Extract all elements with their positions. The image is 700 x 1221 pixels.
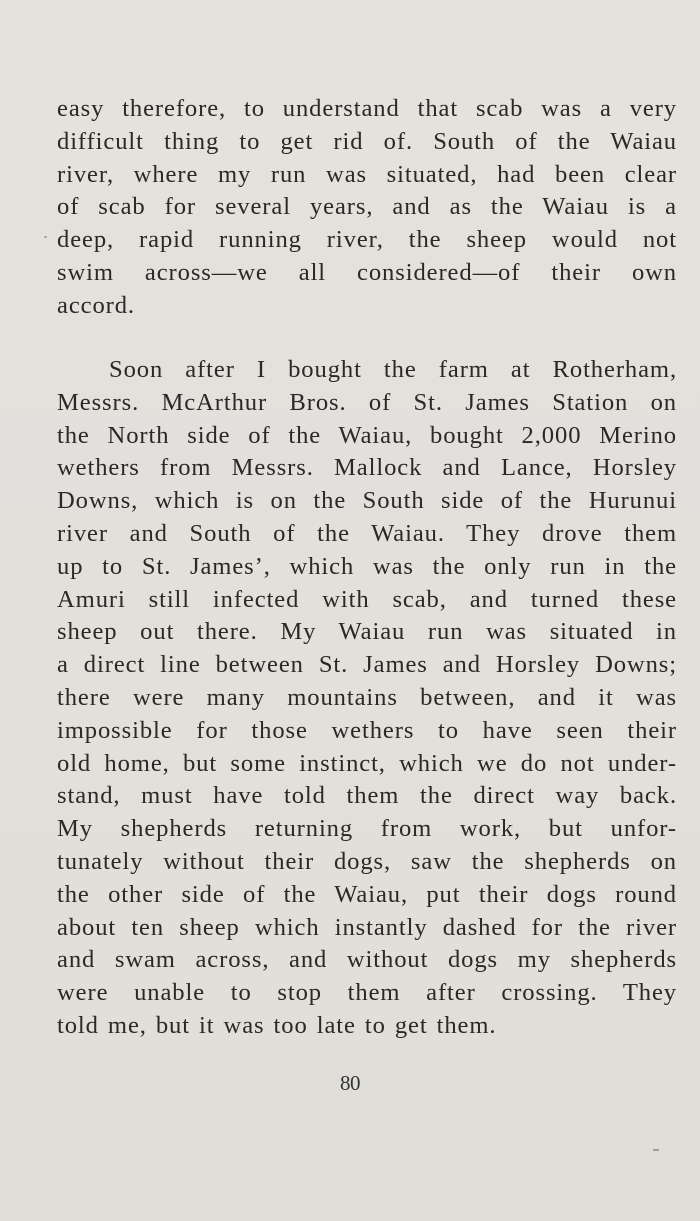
text-line: river and South of the Waiau. They drove them bbox=[57, 519, 677, 547]
text-line: wethers from Messrs. Mallock and Lance, Horsley bbox=[57, 454, 677, 482]
text-line: My shepherds returning from work, but unfor- bbox=[57, 815, 677, 843]
text-line: Downs, which is on the South side of the Hurunui bbox=[57, 487, 677, 515]
paper-speck bbox=[653, 1149, 659, 1151]
text-line: of scab for several years, and as the Waiau is a bbox=[57, 193, 677, 221]
text-line: Soon after I bought the farm at Rotherham, bbox=[109, 356, 677, 383]
text-line: river, where my run was situated, had been clear bbox=[57, 160, 677, 188]
text-line: were unable to stop them after crossing. They bbox=[57, 979, 677, 1007]
text-line: swim across—we all considered—of their own bbox=[57, 258, 677, 286]
text-line: tunately without their dogs, saw the shepherds on bbox=[57, 847, 677, 875]
text-line: difficult thing to get rid of. South of the Waiau bbox=[57, 127, 677, 155]
text-line: Messrs. McArthur Bros. of St. James Station on bbox=[57, 388, 677, 416]
text-line: easy therefore, to understand that scab was a very bbox=[57, 95, 677, 122]
paper-speck bbox=[44, 236, 47, 238]
text-line: deep, rapid running river, the sheep would not bbox=[57, 226, 677, 254]
paragraph-1 bbox=[57, 93, 677, 323]
text-line: told me, but it was too late to get them. bbox=[57, 1011, 497, 1039]
text-line: a direct line between St. James and Horsley Downs; bbox=[57, 651, 677, 679]
text-line: impossible for those wethers to have seen their bbox=[57, 716, 677, 744]
text-line: the North side of the Waiau, bought 2,000 Merino bbox=[57, 421, 677, 449]
paragraph-2 bbox=[57, 354, 677, 1043]
text-line: and swam across, and without dogs my shepherds bbox=[57, 946, 677, 974]
text-line: there were many mountains between, and it was bbox=[57, 683, 677, 711]
text-line: up to St. James’, which was the only run in the bbox=[57, 552, 677, 580]
page-number: 80 bbox=[340, 1071, 360, 1095]
text-line: stand, must have told them the direct way back. bbox=[57, 782, 677, 810]
text-line: the other side of the Waiau, put their dogs round bbox=[57, 880, 677, 908]
text-line: accord. bbox=[57, 291, 135, 319]
text-line: Amuri still infected with scab, and turned these bbox=[57, 585, 677, 613]
text-line: sheep out there. My Waiau run was situated in bbox=[57, 618, 677, 646]
text-line: about ten sheep which instantly dashed for the river bbox=[57, 913, 677, 941]
text-line: old home, but some instinct, which we do not under- bbox=[57, 749, 677, 777]
